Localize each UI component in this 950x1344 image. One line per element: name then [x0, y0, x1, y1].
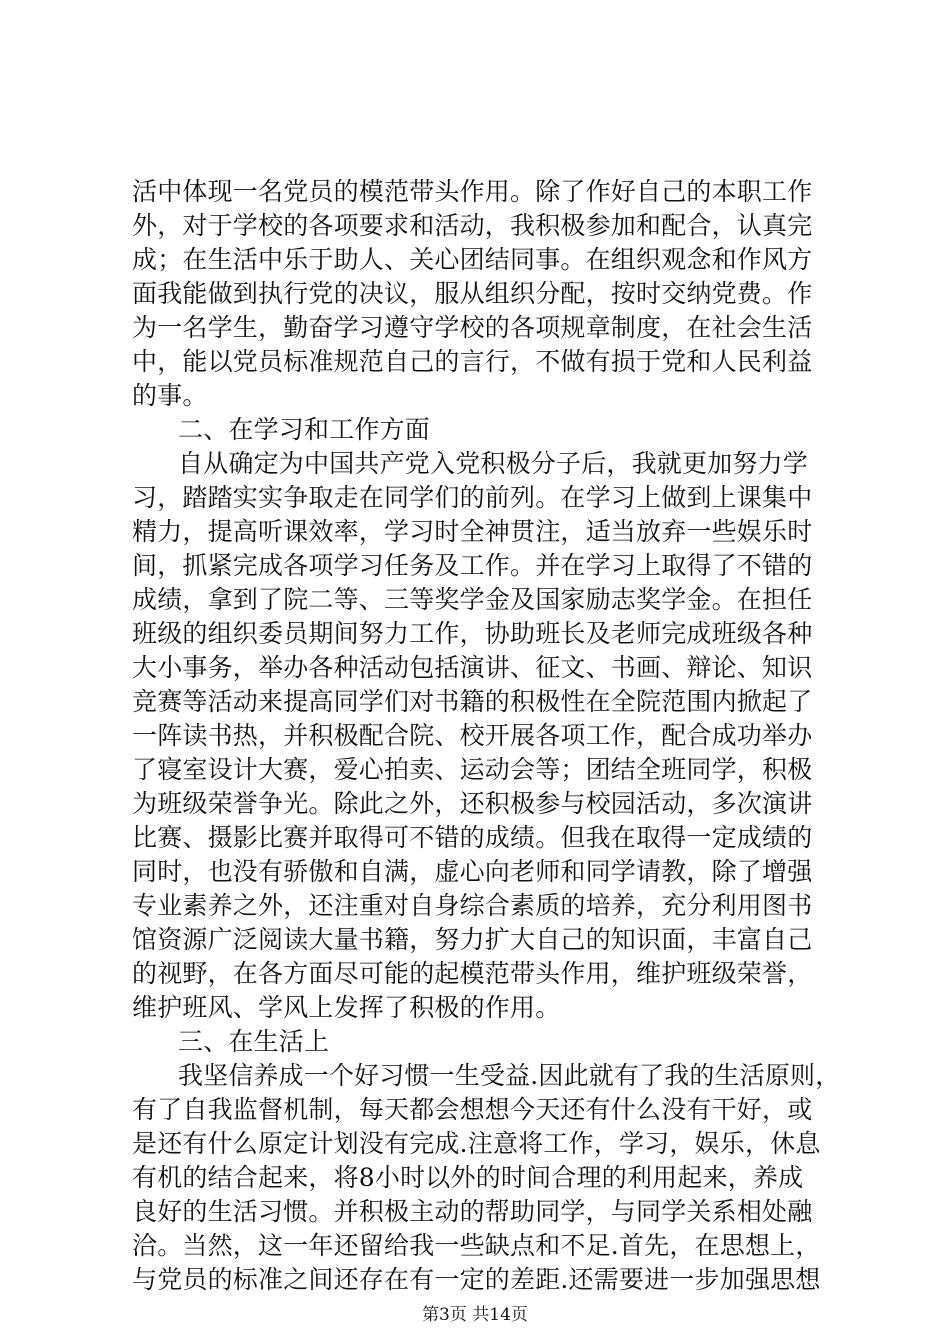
text-line: 是还有什么原定计划没有完成.注意将工作，学习，娱乐，休息	[132, 1129, 821, 1158]
text-line: 的视野，在各方面尽可能的起模范带头作用，维护班级荣誉，	[132, 959, 813, 988]
text-line: 精力，提高听课效率，学习时全神贯注，适当放弃一些娱乐时	[132, 517, 813, 546]
text-line: 良好的生活习惯。并积极主动的帮助同学，与同学关系相处融	[132, 1197, 813, 1226]
text-line: 成；在生活中乐于助人、关心团结同事。在组织观念和作风方	[132, 245, 813, 274]
text-line: 间，抓紧完成各项学习任务及工作。并在学习上取得了不错的	[132, 551, 813, 580]
text-line: 我坚信养成一个好习惯一生受益.因此就有了我的生活原则，	[178, 1061, 841, 1090]
text-line: 为班级荣誉争光。除此之外，还积极参与校园活动，多次演讲	[132, 789, 813, 818]
text-line: 比赛、摄影比赛并取得可不错的成绩。但我在取得一定成绩的	[132, 823, 813, 852]
text-line: 面我能做到执行党的决议，服从组织分配，按时交纳党费。作	[132, 279, 813, 308]
text-line: 了寝室设计大赛，爱心拍卖、运动会等；团结全班同学，积极	[132, 755, 813, 784]
text-line: 有了自我监督机制，每天都会想想今天还有什么没有干好，或	[132, 1095, 813, 1124]
text-line: 的事。	[132, 381, 208, 410]
text-line: 自从确定为中国共产党入党积极分子后，我就更加努力学	[178, 449, 809, 478]
text-line: 习，踏踏实实争取走在同学们的前列。在学习上做到上课集中	[132, 483, 813, 512]
text-line: 洽。当然，这一年还留给我一些缺点和不足.首先，在思想上，	[132, 1231, 821, 1260]
text-line: 大小事务，举办各种活动包括演讲、征文、书画、辩论、知识	[132, 653, 813, 682]
text-line: 馆资源广泛阅读大量书籍，努力扩大自己的知识面，丰富自己	[132, 925, 813, 954]
section-heading: 三、在生活上	[178, 1027, 330, 1056]
text-line: 专业素养之外，还注重对自身综合素质的培养，充分利用图书	[132, 891, 813, 920]
section-heading: 二、在学习和工作方面	[178, 415, 431, 444]
text-line: 成绩，拿到了院二等、三等奖学金及国家励志奖学金。在担任	[132, 585, 813, 614]
text-line: 与党员的标准之间还存在有一定的差距.还需要进一步加强思想	[132, 1265, 821, 1294]
text-line: 有机的结合起来，将8小时以外的时间合理的利用起来，养成	[132, 1163, 804, 1192]
text-line: 活中体现一名党员的模范带头作用。除了作好自己的本职工作	[132, 177, 813, 206]
text-line: 外，对于学校的各项要求和活动，我积极参加和配合，认真完	[132, 211, 813, 240]
text-line: 为一名学生，勤奋学习遵守学校的各项规章制度，在社会生活	[132, 313, 813, 342]
text-line: 班级的组织委员期间努力工作，协助班长及老师完成班级各种	[132, 619, 813, 648]
text-line: 维护班风、学风上发挥了积极的作用。	[132, 993, 561, 1022]
text-line: 竞赛等活动来提高同学们对书籍的积极性在全院范围内掀起了	[132, 687, 813, 716]
text-line: 同时，也没有骄傲和自满，虚心向老师和同学请教，除了增强	[132, 857, 813, 886]
text-line: 一阵读书热，并积极配合院、校开展各项工作，配合成功举办	[132, 721, 813, 750]
page-number: 第3页 共14页	[422, 1305, 528, 1325]
text-line: 中，能以党员标准规范自己的言行，不做有损于党和人民利益	[132, 347, 813, 376]
